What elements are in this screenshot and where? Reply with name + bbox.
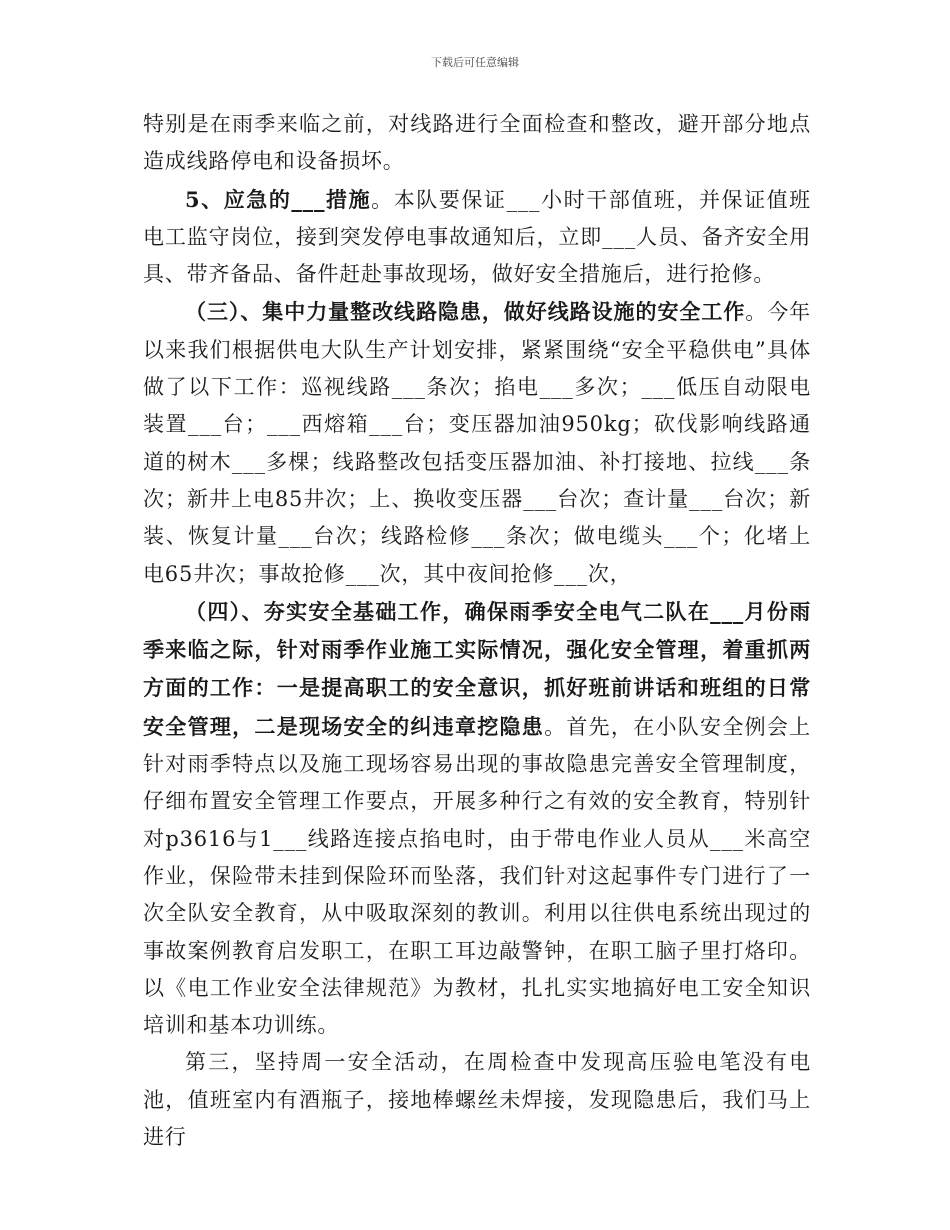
paragraph-3 — [143, 293, 811, 592]
paragraph-2-heading: 5、应急的___措施 — [185, 186, 372, 212]
paragraph-1 — [143, 106, 811, 181]
paragraph-5-text: 第三，坚持周一安全活动，在周检查中发现高压验电笔没有电池，值班室内有酒瓶子，接地棒螺丝未焊接，发现隐患后，我们马上进行 — [143, 1050, 811, 1150]
page-header: 下载后可任意编辑 — [431, 56, 519, 69]
paragraph-1-text: 特别是在雨季来临之前，对线路进行全面检查和整改，避开部分地点造成线路停电和设备损坏。 — [143, 112, 811, 174]
paragraph-5 — [143, 1044, 811, 1156]
document-body — [143, 106, 811, 1156]
paragraph-2-text: 。本队要保证___小时干部值班，并保证值班电工监守岗位，接到突发停电事故通知后，立即___人员、备齐安全用具、带齐备品、备件赶赴事故现场，做好安全措施后，进行抢修。 — [143, 187, 811, 287]
paragraph-3-text: 。今年以来我们根据供电大队生产计划安排，紧紧围绕“安全平稳供电”具体做了以下工作：巡视线路___条次；掐电___多次；___低压自动限电装置___台；___西熔箱___台；变压器加油950kg；砍伐影响线路通道的树木___多棵；线路整改包括变压器加油、补打接地、拉线___条次；新井上电85井次；上、换收变压器___台次；查计量___台次；新装、恢复计量___台次；线路检修___条次；做电缆头___个；化堵上电65井次；事故抢修___次，其中夜间抢修___次， — [143, 300, 811, 586]
paragraph-4-text: 。首先，在小队安全例会上针对雨季特点以及施工现场容易出现的事故隐患完善安全管理制度，仔细布置安全管理工作要点，开展多种行之有效的安全教育，特别针对p3616与1___线路连接点掐电时，由于带电作业人员从___米高空作业，保险带未挂到保险环而坠落，我们针对这起事件专门进行了一次全队安全教育，从中吸取深刻的教训。利用以往供电系统出现过的事故案例教育启发职工，在职工耳边敲警钟，在职工脑子里打烙印。以《电工作业安全法律规范》为教材，扎扎实实地搞好电工安全知识培训和基本功训练。 — [143, 714, 811, 1038]
paragraph-4-heading: （四）、夯实安全基础工作，确保雨季安全电气二队在___月份雨季来临之际，针对雨季作业施工实际情况，强化安全管理，着重抓两方面的工作：一是提高职工的安全意识，抓好班前讲话和班组的日常安全管理，二是现场安全的纠违章挖隐患 — [143, 598, 811, 739]
paragraph-3-heading: （三）、集中力量整改线路隐患，做好线路设施的安全工作 — [185, 299, 746, 325]
paragraph-2 — [143, 181, 811, 294]
paragraph-4 — [143, 593, 811, 1045]
